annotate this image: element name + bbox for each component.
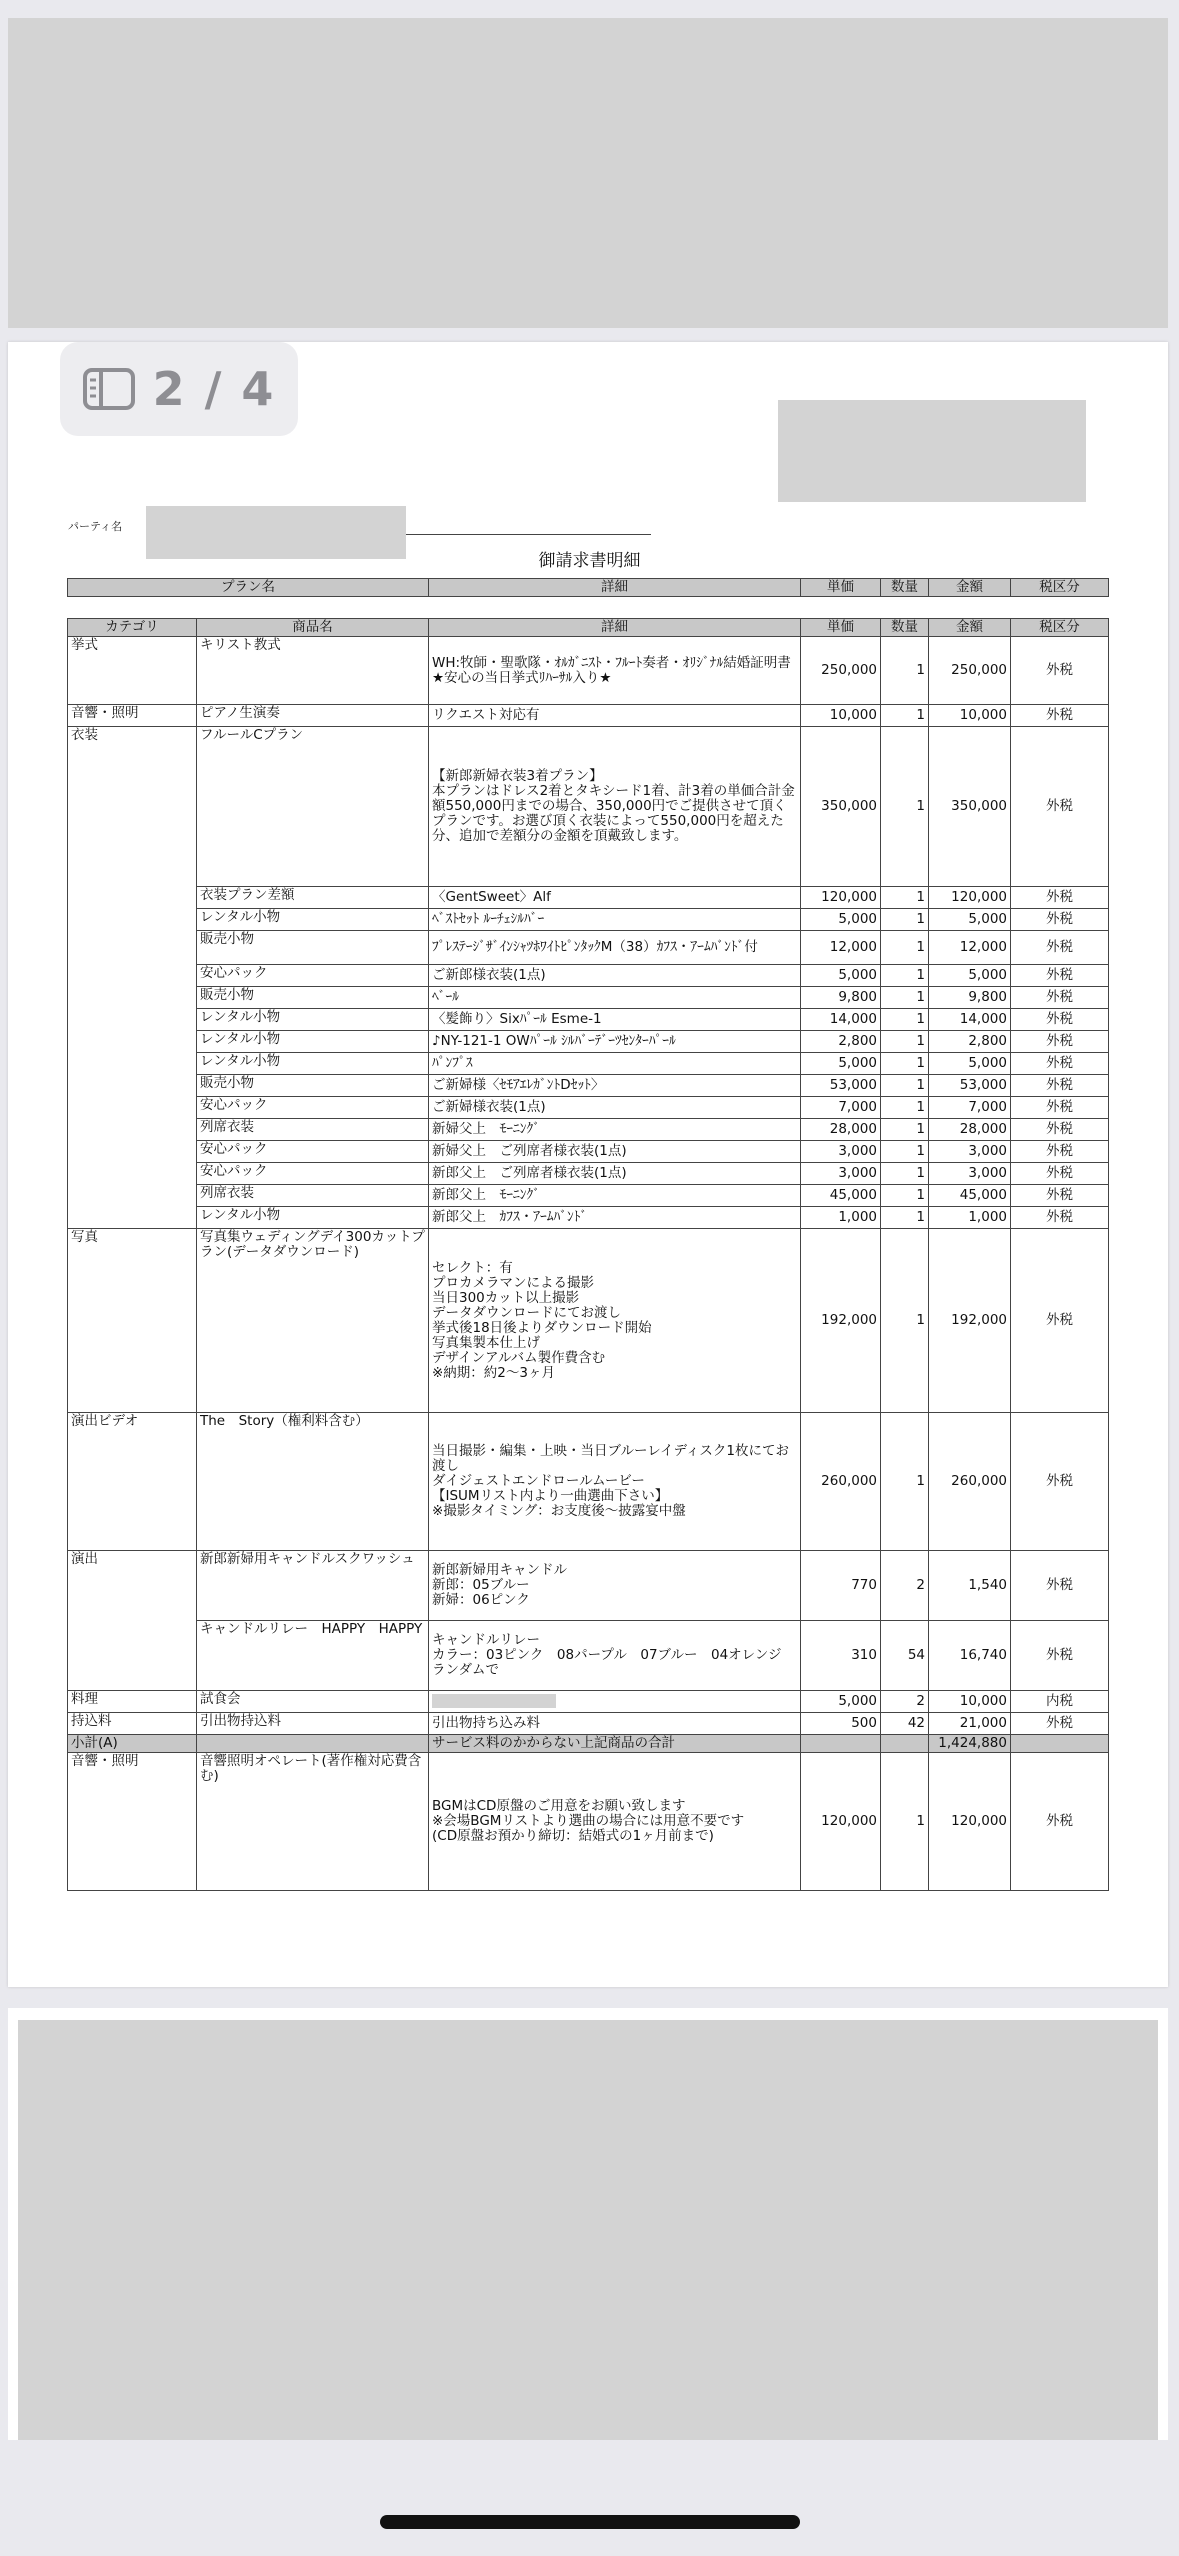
product-cell: レンタル小物 [197, 1031, 429, 1053]
product-cell: レンタル小物 [197, 909, 429, 931]
header-plan-name: プラン名 [68, 579, 429, 597]
table-row [68, 1185, 1109, 1207]
qty-cell: 1 [881, 1207, 929, 1229]
qty-cell: 1 [881, 1229, 929, 1413]
table-row [68, 909, 1109, 931]
category-cell: 音響・照明 [68, 705, 197, 727]
price-cell: 7,000 [801, 1097, 881, 1119]
tax-cell: 外税 [1011, 931, 1109, 965]
amount-cell: 350,000 [929, 727, 1011, 887]
empty-cell [1011, 1735, 1109, 1753]
category-cell: 演出ビデオ [68, 1413, 197, 1551]
detail-cell: 【新郎新婦衣装3着プラン】 本プランはドレス2着とタキシード1着、計3着の単価合計金額550,000円までの場合、350,000円でご提供させて頂くプランです。お選び頂く衣装によって550,000円を超えた分、追加で差額分の金額を頂戴致します。 [429, 727, 801, 887]
amount-cell: 21,000 [929, 1713, 1011, 1735]
price-cell: 770 [801, 1551, 881, 1621]
tax-cell: 外税 [1011, 1075, 1109, 1097]
qty-cell: 1 [881, 909, 929, 931]
home-indicator[interactable] [380, 2515, 800, 2529]
amount-cell: 1,540 [929, 1551, 1011, 1621]
tax-cell: 外税 [1011, 887, 1109, 909]
price-cell: 120,000 [801, 1753, 881, 1891]
header-qty: 数量 [881, 579, 929, 597]
amount-cell: 12,000 [929, 931, 1011, 965]
table-row [68, 1097, 1109, 1119]
amount-cell: 3,000 [929, 1141, 1011, 1163]
page-number: 2 / 4 [152, 362, 276, 416]
tax-cell: 外税 [1011, 1207, 1109, 1229]
detail-cell: 当日撮影・編集・上映・当日ブルーレイディスク1枚にてお渡し ダイジェストエンドロールムービー 【ISUMリスト内より一曲選曲下さい】 ※撮影タイミング：お支度後〜披露宴中盤 [429, 1413, 801, 1551]
product-cell: フルールCプラン [197, 727, 429, 887]
table-row [68, 1031, 1109, 1053]
qty-cell: 1 [881, 1053, 929, 1075]
qty-cell: 1 [881, 1119, 929, 1141]
header-price: 単価 [801, 579, 881, 597]
plan-header-table [67, 578, 1109, 597]
product-cell: 列席衣装 [197, 1185, 429, 1207]
qty-cell: 1 [881, 1075, 929, 1097]
qty-cell: 54 [881, 1621, 929, 1691]
qty-cell: 2 [881, 1691, 929, 1713]
tax-cell: 外税 [1011, 637, 1109, 705]
amount-cell: 16,740 [929, 1621, 1011, 1691]
price-cell: 3,000 [801, 1163, 881, 1185]
price-cell: 2,800 [801, 1031, 881, 1053]
product-cell: 引出物持込料 [197, 1713, 429, 1735]
detail-cell: WH:牧師・聖歌隊・ｵﾙｶﾞﾆｽﾄ・ﾌﾙｰﾄ奏者・ｵﾘｼﾞﾅﾙ結婚証明書 ★安心の当日挙式ﾘﾊｰｻﾙ入り★ [429, 637, 801, 705]
header-amount: 金額 [929, 579, 1011, 597]
amount-cell: 5,000 [929, 909, 1011, 931]
product-cell: 販売小物 [197, 1075, 429, 1097]
table-row [68, 705, 1109, 727]
detail-cell: 新郎新婦用キャンドル 新郎：05ブルー 新婦：06ピンク [429, 1551, 801, 1621]
amount-cell: 120,000 [929, 887, 1011, 909]
product-cell: 安心パック [197, 1097, 429, 1119]
party-label: パーティ名 [68, 520, 123, 533]
qty-cell: 1 [881, 1009, 929, 1031]
table-row [68, 1551, 1109, 1621]
tax-cell: 外税 [1011, 965, 1109, 987]
detail-cell: セレクト：有 プロカメラマンによる撮影 当日300カット以上撮影 データダウンロードにてお渡し 挙式後18日後よりダウンロード開始 写真集製本仕上げ デザインアルバム製作費含む ※納期：約2〜3ヶ月 [429, 1229, 801, 1413]
tax-cell: 外税 [1011, 705, 1109, 727]
detail-cell: 新郎父上 ご列席者様衣装(1点) [429, 1163, 801, 1185]
category-cell: 料理 [68, 1691, 197, 1713]
sidebar-icon [83, 368, 135, 410]
qty-cell: 2 [881, 1551, 929, 1621]
product-cell: 列席衣装 [197, 1119, 429, 1141]
table-row [68, 1713, 1109, 1735]
redacted-detail [432, 1694, 556, 1708]
detail-cell: ﾌﾟﾚｽﾃｰｼﾞｻﾞｲﾝｼｬﾂﾎﾜｲﾄﾋﾟﾝﾀｯｸM（38）ｶﾌｽ・ｱｰﾑﾊﾞﾝﾄﾞ付 [429, 931, 801, 965]
product-cell: 販売小物 [197, 987, 429, 1009]
empty-cell [197, 1735, 429, 1753]
amount-cell: 53,000 [929, 1075, 1011, 1097]
detail-cell: 新婦父上 ﾓｰﾆﾝｸﾞ [429, 1119, 801, 1141]
amount-cell: 28,000 [929, 1119, 1011, 1141]
tax-cell: 外税 [1011, 1163, 1109, 1185]
detail-cell: 新郎父上 ﾓｰﾆﾝｸﾞ [429, 1185, 801, 1207]
detail-cell: 引出物持ち込み料 [429, 1713, 801, 1735]
product-cell: 写真集ウェディングデイ300カットプラン(データダウンロード) [197, 1229, 429, 1413]
table-row [68, 1163, 1109, 1185]
tax-cell: 外税 [1011, 727, 1109, 887]
detail-cell: ご新婦様〈ｾﾓｱｴﾚｶﾞﾝﾄDｾｯﾄ〉 [429, 1075, 801, 1097]
amount-cell: 7,000 [929, 1097, 1011, 1119]
amount-cell: 9,800 [929, 987, 1011, 1009]
amount-cell: 14,000 [929, 1009, 1011, 1031]
table-row [68, 727, 1109, 887]
amount-cell: 260,000 [929, 1413, 1011, 1551]
table-row [68, 965, 1109, 987]
detail-cell: ﾍﾞｰﾙ [429, 987, 801, 1009]
tax-cell: 外税 [1011, 1753, 1109, 1891]
detail-cell: ﾊﾟﾝﾌﾟｽ [429, 1053, 801, 1075]
col-tax: 税区分 [1011, 619, 1109, 637]
tax-cell: 外税 [1011, 1551, 1109, 1621]
qty-cell: 1 [881, 887, 929, 909]
price-cell: 53,000 [801, 1075, 881, 1097]
col-category: カテゴリ [68, 619, 197, 637]
amount-cell: 2,800 [929, 1031, 1011, 1053]
tax-cell: 外税 [1011, 1141, 1109, 1163]
tax-cell: 外税 [1011, 1053, 1109, 1075]
col-amount: 金額 [929, 619, 1011, 637]
detail-cell: 新郎父上 ｶﾌｽ・ｱｰﾑﾊﾞﾝﾄﾞ [429, 1207, 801, 1229]
table-row [68, 1141, 1109, 1163]
product-cell: キリスト教式 [197, 637, 429, 705]
product-cell: ピアノ生演奏 [197, 705, 429, 727]
redacted-area [8, 18, 1168, 328]
previous-page [8, 18, 1168, 328]
detail-cell: ご新郎様衣装(1点) [429, 965, 801, 987]
table-row [68, 1753, 1109, 1891]
product-cell: レンタル小物 [197, 1009, 429, 1031]
qty-cell: 1 [881, 1185, 929, 1207]
category-cell: 持込料 [68, 1713, 197, 1735]
price-cell: 10,000 [801, 705, 881, 727]
tax-cell: 外税 [1011, 1031, 1109, 1053]
document-title: 御請求書明細 [538, 551, 641, 571]
subtotal-row [68, 1735, 1109, 1753]
tax-cell: 外税 [1011, 909, 1109, 931]
subtotal-amount: 1,424,880 [929, 1735, 1011, 1753]
category-cell: 写真 [68, 1229, 197, 1413]
product-cell: 衣装プラン差額 [197, 887, 429, 909]
table-row [68, 1691, 1109, 1713]
subtotal-label: 小計(A) [68, 1735, 197, 1753]
category-cell: 衣装 [68, 727, 197, 1229]
price-cell: 310 [801, 1621, 881, 1691]
qty-cell: 1 [881, 1097, 929, 1119]
detail-cell: BGMはCD原盤のご用意をお願い致します ※会場BGMリストより選曲の場合には用意不要です (CD原盤お預かり締切：結婚式の1ヶ月前まで) [429, 1753, 801, 1891]
detail-cell: ご新婦様衣装(1点) [429, 1097, 801, 1119]
qty-cell: 1 [881, 965, 929, 987]
qty-cell: 1 [881, 637, 929, 705]
tax-cell: 外税 [1011, 1621, 1109, 1691]
qty-cell: 1 [881, 1031, 929, 1053]
price-cell: 28,000 [801, 1119, 881, 1141]
product-cell: レンタル小物 [197, 1207, 429, 1229]
table-row [68, 1413, 1109, 1551]
amount-cell: 192,000 [929, 1229, 1011, 1413]
table-row [68, 1075, 1109, 1097]
product-cell: 音響照明オペレート(著作権対応費含む) [197, 1753, 429, 1891]
amount-cell: 45,000 [929, 1185, 1011, 1207]
invoice-table [67, 618, 1109, 1891]
product-cell: 試食会 [197, 1691, 429, 1713]
product-cell: 販売小物 [197, 931, 429, 965]
detail-cell: 〈髪飾り〉Sixﾊﾟｰﾙ Esme-1 [429, 1009, 801, 1031]
product-cell: 安心パック [197, 1163, 429, 1185]
amount-cell: 10,000 [929, 705, 1011, 727]
detail-cell: ﾍﾞｽﾄｾｯﾄ ﾙｰﾁｪｼﾙﾊﾞｰ [429, 909, 801, 931]
table-row [68, 1207, 1109, 1229]
empty-cell [881, 1735, 929, 1753]
detail-cell: ♪NY-121-1 OWﾊﾟｰﾙ ｼﾙﾊﾞｰﾃﾞｰﾂｾﾝﾀｰﾊﾟｰﾙ [429, 1031, 801, 1053]
amount-cell: 5,000 [929, 1053, 1011, 1075]
detail-cell: 〈GentSweet〉Alf [429, 887, 801, 909]
tax-cell: 外税 [1011, 1185, 1109, 1207]
empty-cell [801, 1735, 881, 1753]
product-cell: 安心パック [197, 1141, 429, 1163]
table-row [68, 637, 1109, 705]
table-row [68, 1009, 1109, 1031]
amount-cell: 3,000 [929, 1163, 1011, 1185]
qty-cell: 42 [881, 1713, 929, 1735]
amount-cell: 250,000 [929, 637, 1011, 705]
product-cell: キャンドルリレー HAPPY HAPPY [197, 1621, 429, 1691]
price-cell: 260,000 [801, 1413, 881, 1551]
tax-cell: 外税 [1011, 1713, 1109, 1735]
qty-cell: 1 [881, 1753, 929, 1891]
table-row [68, 931, 1109, 965]
redacted-area [18, 2020, 1158, 2440]
amount-cell: 5,000 [929, 965, 1011, 987]
detail-cell: キャンドルリレー カラー：03ピンク 08パープル 07ブルー 04オレンジ ランダムで [429, 1621, 801, 1691]
price-cell: 14,000 [801, 1009, 881, 1031]
price-cell: 5,000 [801, 1053, 881, 1075]
price-cell: 9,800 [801, 987, 881, 1009]
tax-cell: 外税 [1011, 1413, 1109, 1551]
category-cell: 挙式 [68, 637, 197, 705]
redacted-logo [778, 400, 1086, 502]
col-detail: 詳細 [429, 619, 801, 637]
price-cell: 12,000 [801, 931, 881, 965]
product-cell: 新郎新婦用キャンドルスクワッシュ [197, 1551, 429, 1621]
tax-cell: 内税 [1011, 1691, 1109, 1713]
qty-cell: 1 [881, 931, 929, 965]
price-cell: 1,000 [801, 1207, 881, 1229]
table-row [68, 1119, 1109, 1141]
price-cell: 250,000 [801, 637, 881, 705]
tax-cell: 外税 [1011, 1119, 1109, 1141]
price-cell: 5,000 [801, 909, 881, 931]
product-cell: The Story（権利料含む） [197, 1413, 429, 1551]
category-cell: 演出 [68, 1551, 197, 1691]
col-product: 商品名 [197, 619, 429, 637]
qty-cell: 1 [881, 727, 929, 887]
amount-cell: 1,000 [929, 1207, 1011, 1229]
qty-cell: 1 [881, 1163, 929, 1185]
price-cell: 500 [801, 1713, 881, 1735]
table-row [68, 1621, 1109, 1691]
table-row [68, 987, 1109, 1009]
price-cell: 3,000 [801, 1141, 881, 1163]
amount-cell: 120,000 [929, 1753, 1011, 1891]
product-cell: レンタル小物 [197, 1053, 429, 1075]
price-cell: 45,000 [801, 1185, 881, 1207]
table-row [68, 887, 1109, 909]
header-tax: 税区分 [1011, 579, 1109, 597]
amount-cell: 10,000 [929, 1691, 1011, 1713]
price-cell: 192,000 [801, 1229, 881, 1413]
detail-cell [429, 1691, 801, 1713]
price-cell: 5,000 [801, 965, 881, 987]
tax-cell: 外税 [1011, 987, 1109, 1009]
next-page [8, 2008, 1168, 2440]
table-row [68, 1053, 1109, 1075]
product-cell: 安心パック [197, 965, 429, 987]
qty-cell: 1 [881, 1413, 929, 1551]
subtotal-detail: サービス料のかからない上記商品の合計 [429, 1735, 801, 1753]
detail-cell: リクエスト対応有 [429, 705, 801, 727]
col-price: 単価 [801, 619, 881, 637]
table-row [68, 1229, 1109, 1413]
page-indicator[interactable] [60, 342, 298, 436]
price-cell: 350,000 [801, 727, 881, 887]
header-detail: 詳細 [429, 579, 801, 597]
price-cell: 5,000 [801, 1691, 881, 1713]
detail-cell: 新婦父上 ご列席者様衣装(1点) [429, 1141, 801, 1163]
qty-cell: 1 [881, 1141, 929, 1163]
price-cell: 120,000 [801, 887, 881, 909]
qty-cell: 1 [881, 987, 929, 1009]
tax-cell: 外税 [1011, 1009, 1109, 1031]
tax-cell: 外税 [1011, 1097, 1109, 1119]
qty-cell: 1 [881, 705, 929, 727]
col-qty: 数量 [881, 619, 929, 637]
category-cell: 音響・照明 [68, 1753, 197, 1891]
tax-cell: 外税 [1011, 1229, 1109, 1413]
